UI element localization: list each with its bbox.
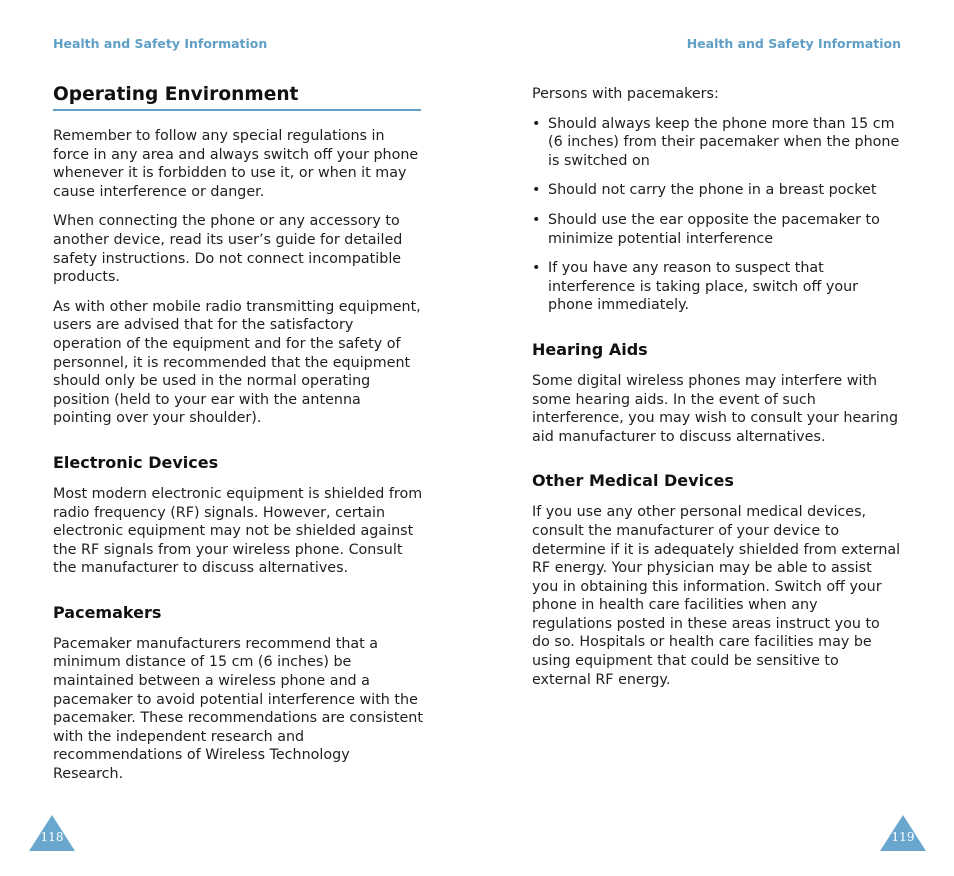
left-page-column <box>53 84 423 795</box>
intro-paragraph-2: When connecting the phone or any accessory to another device, read its user’s guide for detailed safety instructions. Do not connect incompatible products. <box>53 213 403 286</box>
intro-paragraph-1: Remember to follow any special regulations in force in any area and always switch off your phone whenever it is forbidden to use it, or when it may cause interference or danger. <box>53 128 419 200</box>
bullet-marker: • <box>532 115 541 132</box>
hearing-aids-heading: Hearing Aids <box>532 339 648 359</box>
bullet-text: If you have any reason to suspect that interference is taking place, switch off your phone immediately. <box>548 260 859 314</box>
page-number-left-label: 118 <box>40 830 64 844</box>
bullet-text: Should use the ear opposite the pacemaker to minimize potential interference <box>548 211 880 247</box>
electronic-devices-heading: Electronic Devices <box>53 452 219 472</box>
running-header-left: Health and Safety Information <box>53 36 268 51</box>
section-title: Operating Environment <box>53 84 421 111</box>
intro-paragraph-3: As with other mobile radio transmitting equipment, users are advised that for the satisfactory operation of the equipment and for the safety of personnel, it is recommended that the equipment should only be used in the normal operating position (held to your ear with the antenna pointing over your shoulder). <box>53 298 421 427</box>
bullet-marker: • <box>532 260 541 277</box>
page-number-right-label: 119 <box>891 830 915 844</box>
pacemakers-text: Pacemaker manufacturers recommend that a minimum distance of 15 cm (6 inches) be maintained between a wireless phone and a pacemaker to avoid potential interference with the pacemaker. These recommendations are consistent with the independent research and recommendations of Wireless Technology Research. <box>53 635 423 783</box>
bullet-text: Should always keep the phone more than 15 cm (6 inches) from their pacemaker when the phone is switched on <box>548 115 900 169</box>
bullet-item <box>532 115 902 171</box>
bullet-text: Should not carry the phone in a breast pocket <box>548 182 877 199</box>
bullet-marker: • <box>532 211 541 228</box>
running-header-right: Health and Safety Information <box>686 36 901 51</box>
bullet-item <box>532 211 902 248</box>
electronic-devices-text: Most modern electronic equipment is shielded from radio frequency (RF) signals. However, certain electronic equipment may not be shielded against the RF signals from your wireless phone. Consult the manufacturer to discuss alternatives. <box>53 485 423 577</box>
page-number-left <box>29 815 75 851</box>
pacemaker-bullet-list <box>532 115 902 315</box>
other-medical-devices-heading: Other Medical Devices <box>532 471 734 491</box>
hearing-aids-text: Some digital wireless phones may interfere with some hearing aids. In the event of such interference, you may wish to consult your hearing aid manufacturer to discuss alternatives. <box>532 372 899 445</box>
bullet-marker: • <box>532 182 541 199</box>
bullet-item <box>532 259 902 315</box>
pacemakers-heading: Pacemakers <box>53 602 162 622</box>
pacemaker-persons-intro: Persons with pacemakers: <box>532 86 719 102</box>
bullet-item <box>532 181 902 200</box>
right-page-column <box>532 85 902 700</box>
other-medical-devices-text: If you use any other personal medical devices, consult the manufacturer of your device to determine if it is adequately shielded from external RF energy. Your physician may be able to assist you in obtaining this information. Switch off your phone in health care facilities when any regulations posted in these areas instruct you to do so. Hospitals or health care facilities may be using equipment that could be sensitive to external RF energy. <box>532 504 901 688</box>
page-number-right <box>880 815 926 851</box>
